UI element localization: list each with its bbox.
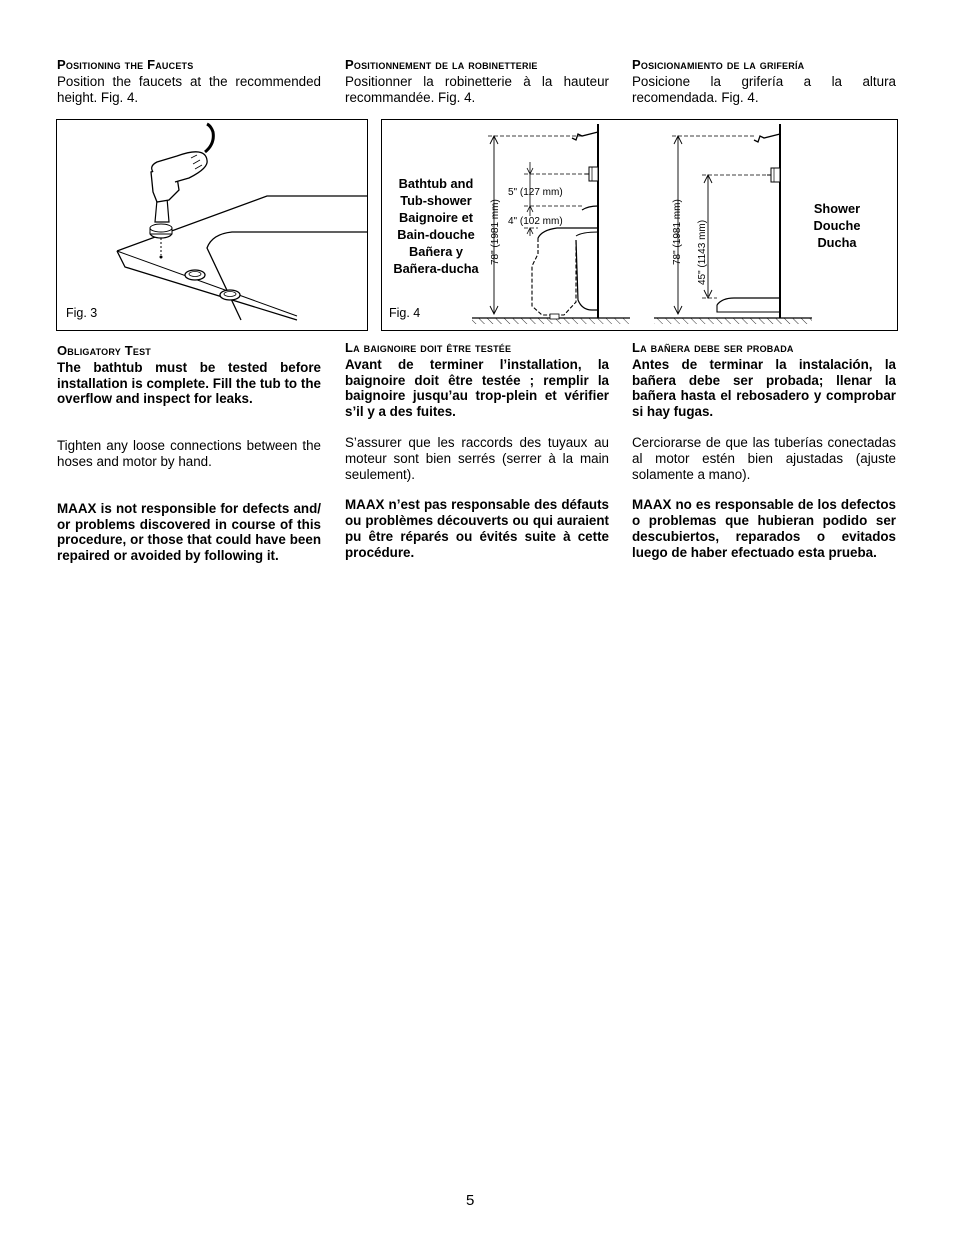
section-body: Positionner la robinetterie à la hauteur recommandée. Fig. 4. bbox=[345, 73, 609, 105]
dimension-78in-shower: 78" (1981 mm) bbox=[672, 199, 683, 265]
figure-label: Fig. 4 bbox=[389, 306, 421, 320]
section-disclaimer: MAAX is not responsible for defects and/ or problems discovered in course of this procedure, or those that could have been repaired or avoided by following it. bbox=[57, 500, 321, 564]
section-disclaimer: MAAX no es responsable de los defectos o problemas que hubieran podido ser descubiertos, reparados o evitados luego de haber efectuado esta prueba. bbox=[632, 497, 896, 560]
section-title: La bañera debe ser probada bbox=[632, 340, 794, 355]
section-disclaimer: MAAX n’est pas responsable des défauts ou problèmes découverts ou qui auraient pu être réparés ou évités suite à cette procédure. bbox=[345, 497, 609, 560]
section-title: Obligatory Test bbox=[57, 343, 152, 358]
figure-label: Fig. 3 bbox=[66, 306, 98, 320]
section-bold-instruction: Avant de terminer l’installation, la baignoire doit être testée ; remplir la baignoire jusqu’au trop-plein et vérifier s’il y a des fuites. bbox=[345, 356, 609, 420]
section-fr-positioning bbox=[345, 57, 609, 105]
dimension-5in: 5" (127 mm) bbox=[508, 187, 563, 198]
section-title: Positionnement de la robinetterie bbox=[345, 57, 538, 72]
page-number: 5 bbox=[466, 1192, 475, 1209]
section-title: Positioning the Faucets bbox=[57, 57, 194, 72]
section-body: S’assurer que les raccords des tuyaux au moteur sont bien serrés (serrer à la main seulement). bbox=[345, 434, 609, 482]
section-bold-instruction: Antes de terminar la instalación, la bañera debe ser probada; llenar la bañera hasta el rebosadero y comprobar si hay fugas. bbox=[632, 356, 896, 420]
figure-4 bbox=[381, 119, 898, 331]
drill-illustration bbox=[57, 120, 367, 330]
section-es-positioning bbox=[632, 57, 896, 105]
section-body: Posicione la grifería a la altura recomendada. Fig. 4. bbox=[632, 73, 896, 105]
dimension-45in-shower: 45" (1143 mm) bbox=[697, 219, 708, 285]
figure-caption-shower: Shower Douche Ducha bbox=[813, 201, 861, 250]
dimension-4in: 4" (102 mm) bbox=[508, 216, 563, 227]
section-en-positioning bbox=[57, 57, 321, 105]
section-body: Position the faucets at the recommended height. Fig. 4. bbox=[57, 73, 321, 105]
section-es-test bbox=[632, 340, 896, 561]
section-fr-test bbox=[345, 340, 609, 561]
figure-3 bbox=[56, 119, 368, 331]
section-title: Posicionamiento de la grifería bbox=[632, 57, 805, 72]
section-title: La baignoire doit être testée bbox=[345, 340, 512, 355]
section-bold-instruction: The bathtub must be tested before installation is complete. Fill the tub to the overflow and inspect for leaks. bbox=[57, 359, 321, 407]
faucet-height-diagram bbox=[382, 120, 897, 330]
section-en-test bbox=[57, 343, 321, 564]
section-body: Cerciorarse de que las tuberías conectadas al motor estén bien ajustadas (ajuste solamente a mano). bbox=[632, 434, 896, 482]
figure-caption-bathtub: Bathtub and Tub-shower Baignoire et Bain-douche Bañera y Bañera-ducha bbox=[393, 176, 479, 276]
dimension-78in-bathtub: 78" (1981 mm) bbox=[490, 199, 501, 265]
section-body: Tighten any loose connections between the hoses and motor by hand. bbox=[57, 438, 321, 469]
